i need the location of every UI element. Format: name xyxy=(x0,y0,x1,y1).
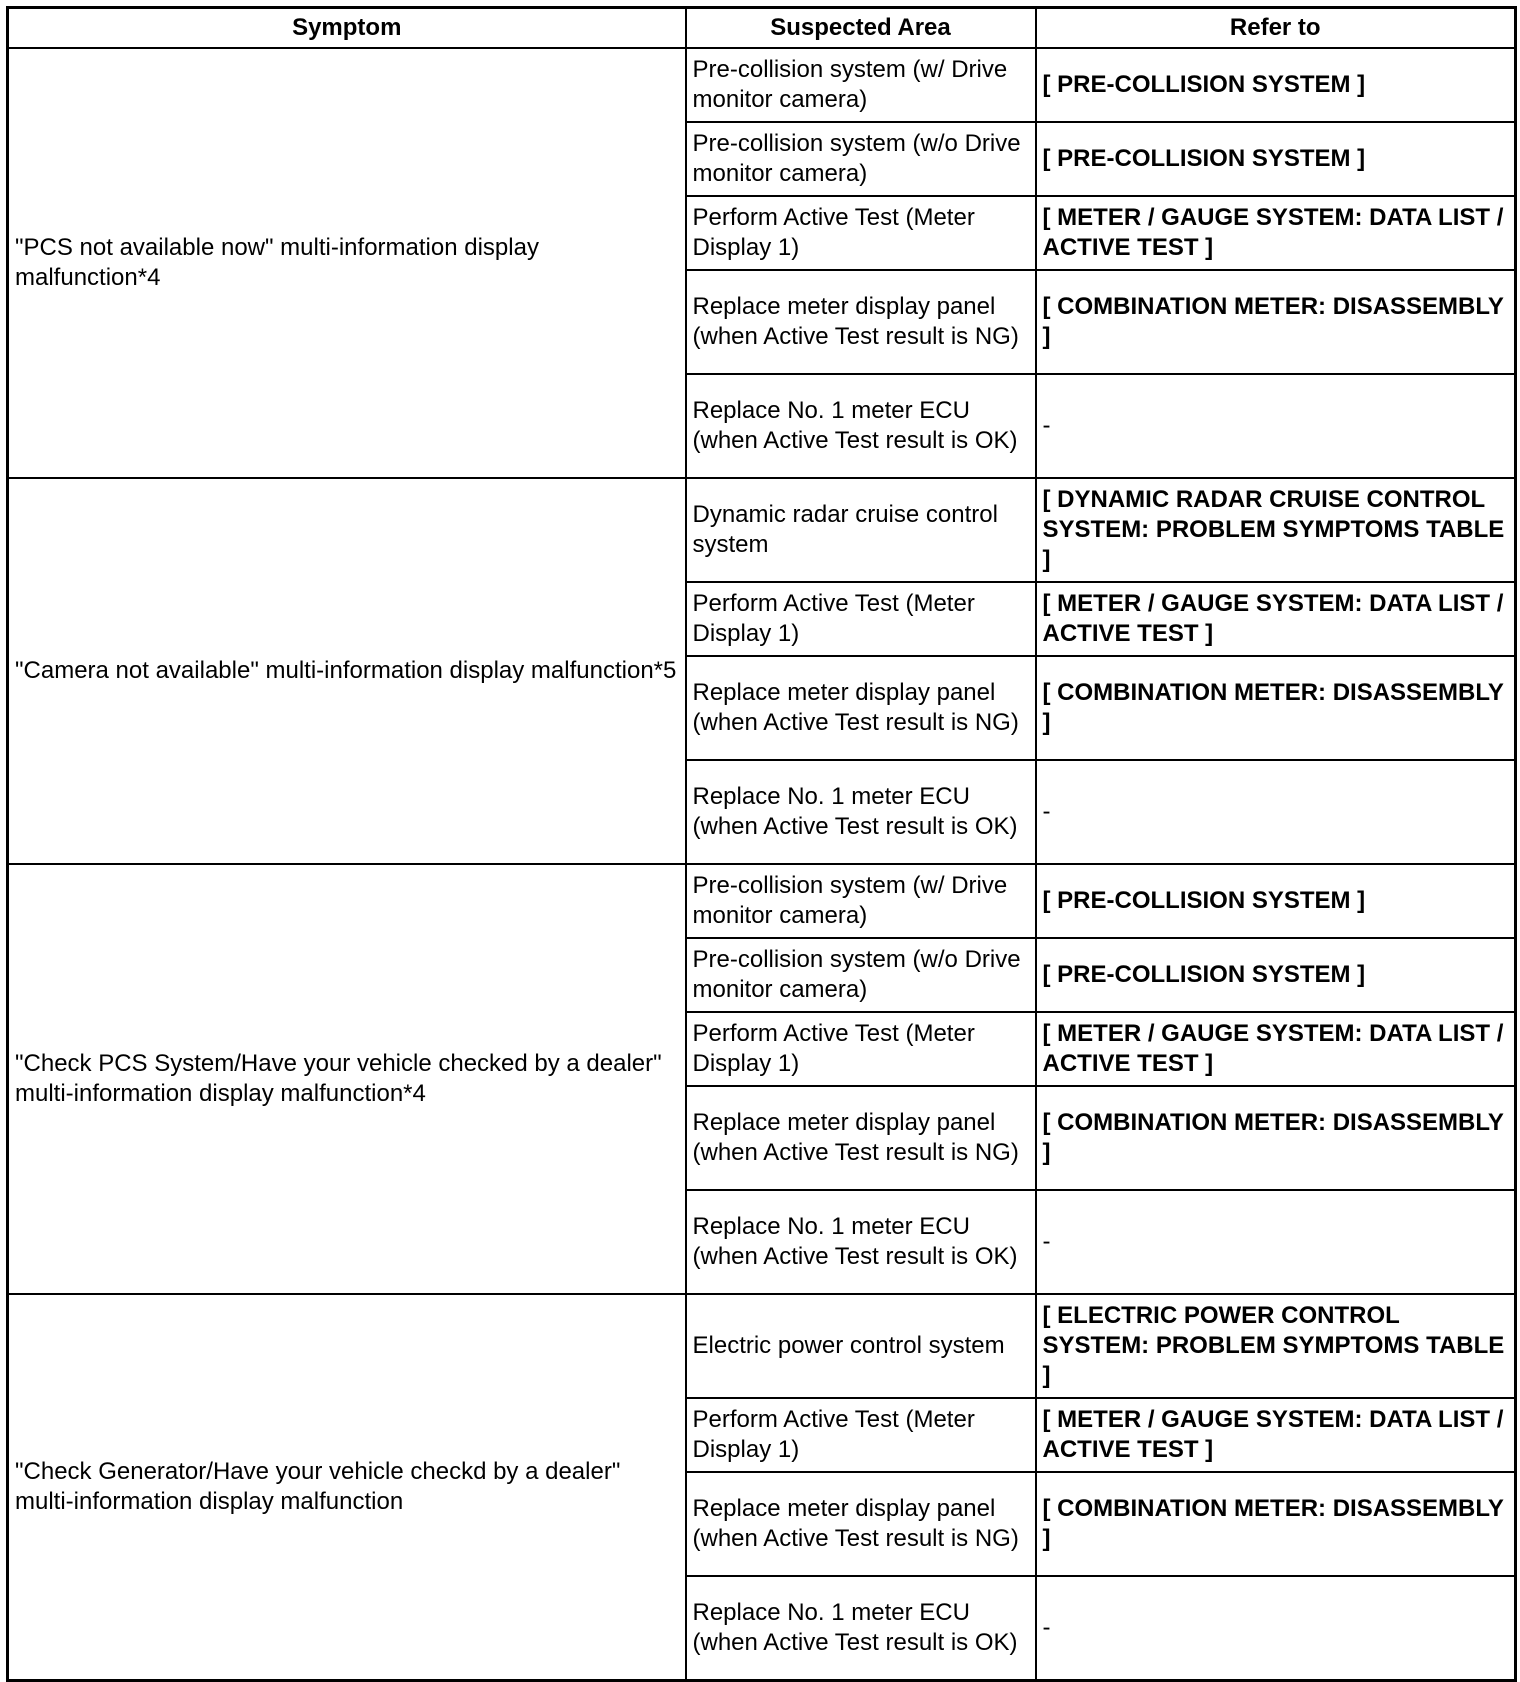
suspected-area-cell: Replace No. 1 meter ECU (when Active Test result is OK) xyxy=(686,1576,1036,1681)
suspected-area-cell: Replace No. 1 meter ECU (when Active Test result is OK) xyxy=(686,374,1036,478)
refer-to-cell: [ COMBINATION METER: DISASSEMBLY ] xyxy=(1036,1086,1516,1190)
refer-to-cell: [ ELECTRIC POWER CONTROL SYSTEM: PROBLEM SYMPTOMS TABLE ] xyxy=(1036,1294,1516,1398)
refer-to-cell: [ COMBINATION METER: DISASSEMBLY ] xyxy=(1036,1472,1516,1576)
table-body xyxy=(8,48,1516,1681)
header-row xyxy=(8,8,1516,49)
suspected-area-cell: Replace meter display panel (when Active Test result is NG) xyxy=(686,1086,1036,1190)
suspected-area-cell: Pre-collision system (w/o Drive monitor camera) xyxy=(686,938,1036,1012)
suspected-area-cell: Replace meter display panel (when Active Test result is NG) xyxy=(686,270,1036,374)
suspected-area-cell: Replace No. 1 meter ECU (when Active Test result is OK) xyxy=(686,1190,1036,1294)
header-refer-to: Refer to xyxy=(1036,8,1516,49)
refer-to-cell: [ METER / GAUGE SYSTEM: DATA LIST / ACTIVE TEST ] xyxy=(1036,582,1516,656)
table-row xyxy=(8,1294,1516,1398)
table-row xyxy=(8,48,1516,122)
suspected-area-cell: Perform Active Test (Meter Display 1) xyxy=(686,196,1036,270)
refer-to-cell: - xyxy=(1036,760,1516,864)
header-suspected-area: Suspected Area xyxy=(686,8,1036,49)
refer-to-cell: [ METER / GAUGE SYSTEM: DATA LIST / ACTIVE TEST ] xyxy=(1036,1012,1516,1086)
suspected-area-cell: Perform Active Test (Meter Display 1) xyxy=(686,582,1036,656)
suspected-area-cell: Replace No. 1 meter ECU (when Active Test result is OK) xyxy=(686,760,1036,864)
refer-to-cell: [ PRE-COLLISION SYSTEM ] xyxy=(1036,122,1516,196)
suspected-area-cell: Pre-collision system (w/ Drive monitor camera) xyxy=(686,864,1036,938)
symptom-cell: "Camera not available" multi-information display malfunction*5 xyxy=(8,478,686,864)
symptom-cell: "Check PCS System/Have your vehicle checked by a dealer" multi-information display malfunction*4 xyxy=(8,864,686,1294)
suspected-area-cell: Pre-collision system (w/ Drive monitor camera) xyxy=(686,48,1036,122)
problem-symptoms-table xyxy=(6,6,1517,1682)
refer-to-cell: [ METER / GAUGE SYSTEM: DATA LIST / ACTIVE TEST ] xyxy=(1036,1398,1516,1472)
refer-to-cell: [ METER / GAUGE SYSTEM: DATA LIST / ACTIVE TEST ] xyxy=(1036,196,1516,270)
suspected-area-cell: Pre-collision system (w/o Drive monitor camera) xyxy=(686,122,1036,196)
suspected-area-cell: Replace meter display panel (when Active Test result is NG) xyxy=(686,1472,1036,1576)
suspected-area-cell: Dynamic radar cruise control system xyxy=(686,478,1036,582)
refer-to-cell: - xyxy=(1036,1576,1516,1681)
table-row xyxy=(8,864,1516,938)
refer-to-cell: [ PRE-COLLISION SYSTEM ] xyxy=(1036,864,1516,938)
refer-to-cell: [ COMBINATION METER: DISASSEMBLY ] xyxy=(1036,656,1516,760)
refer-to-cell: [ PRE-COLLISION SYSTEM ] xyxy=(1036,938,1516,1012)
symptom-cell: "Check Generator/Have your vehicle checkd by a dealer" multi-information display malfunction xyxy=(8,1294,686,1681)
refer-to-cell: - xyxy=(1036,374,1516,478)
refer-to-cell: [ COMBINATION METER: DISASSEMBLY ] xyxy=(1036,270,1516,374)
suspected-area-cell: Replace meter display panel (when Active Test result is NG) xyxy=(686,656,1036,760)
table-row xyxy=(8,478,1516,582)
symptom-cell: "PCS not available now" multi-information display malfunction*4 xyxy=(8,48,686,478)
suspected-area-cell: Electric power control system xyxy=(686,1294,1036,1398)
header-symptom: Symptom xyxy=(8,8,686,49)
refer-to-cell: - xyxy=(1036,1190,1516,1294)
suspected-area-cell: Perform Active Test (Meter Display 1) xyxy=(686,1398,1036,1472)
suspected-area-cell: Perform Active Test (Meter Display 1) xyxy=(686,1012,1036,1086)
refer-to-cell: [ DYNAMIC RADAR CRUISE CONTROL SYSTEM: PROBLEM SYMPTOMS TABLE ] xyxy=(1036,478,1516,582)
refer-to-cell: [ PRE-COLLISION SYSTEM ] xyxy=(1036,48,1516,122)
